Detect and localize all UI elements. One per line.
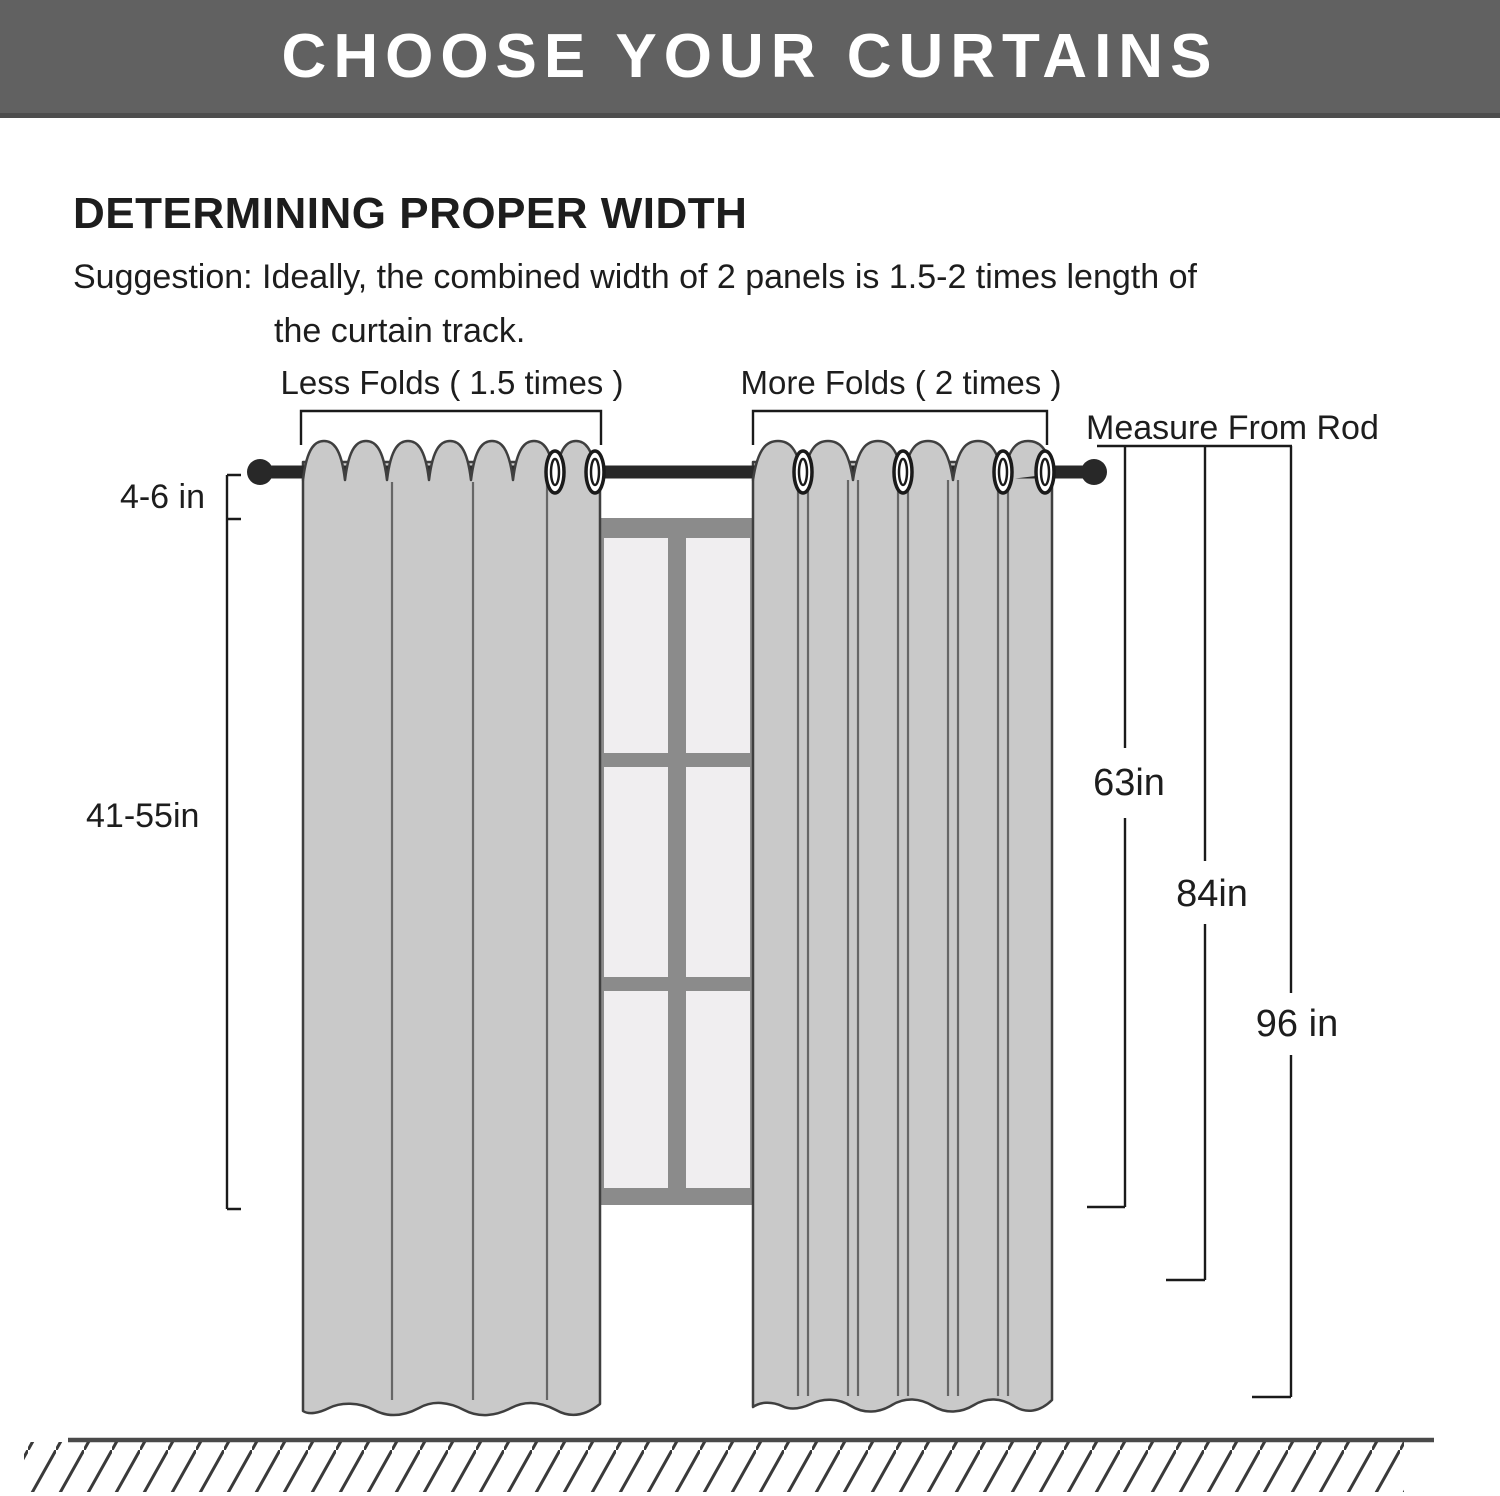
right-curtain-body bbox=[753, 462, 1052, 1412]
more-folds-label: More Folds ( 2 times ) bbox=[740, 364, 1062, 401]
rod-finial-right bbox=[1081, 459, 1107, 485]
measure-lines bbox=[1087, 446, 1292, 1397]
measure-line-63in bbox=[1087, 446, 1125, 1207]
rod-offset-label: 4-6 in bbox=[119, 478, 205, 516]
page-title: CHOOSE YOUR CURTAINS bbox=[281, 22, 1219, 91]
right-curtain-top bbox=[753, 441, 1054, 493]
length-label-96in: 96 in bbox=[1255, 1003, 1339, 1045]
left-curtain-body bbox=[303, 462, 600, 1415]
floor-hatching bbox=[24, 1442, 1404, 1492]
section-heading: DETERMINING PROPER WIDTH bbox=[73, 188, 748, 238]
offset-bracket bbox=[227, 475, 241, 1209]
rod-finial-left bbox=[247, 459, 273, 485]
panel-height-label: 41-55in bbox=[86, 797, 200, 835]
suggestion-line-1: Suggestion: Ideally, the combined width of 2 panels is 1.5-2 times length of bbox=[73, 258, 1197, 296]
measure-line-96in bbox=[1252, 446, 1291, 1397]
suggestion-line-2: the curtain track. bbox=[274, 312, 526, 350]
less-folds-label: Less Folds ( 1.5 times ) bbox=[280, 364, 624, 401]
length-label-84in: 84in bbox=[1176, 873, 1248, 915]
length-label-63in: 63in bbox=[1093, 762, 1165, 804]
measure-from-rod-label: Measure From Rod bbox=[1086, 409, 1379, 447]
floor bbox=[24, 1440, 1434, 1492]
measure-line-84in bbox=[1166, 446, 1205, 1280]
more-folds-bracket bbox=[753, 411, 1047, 445]
